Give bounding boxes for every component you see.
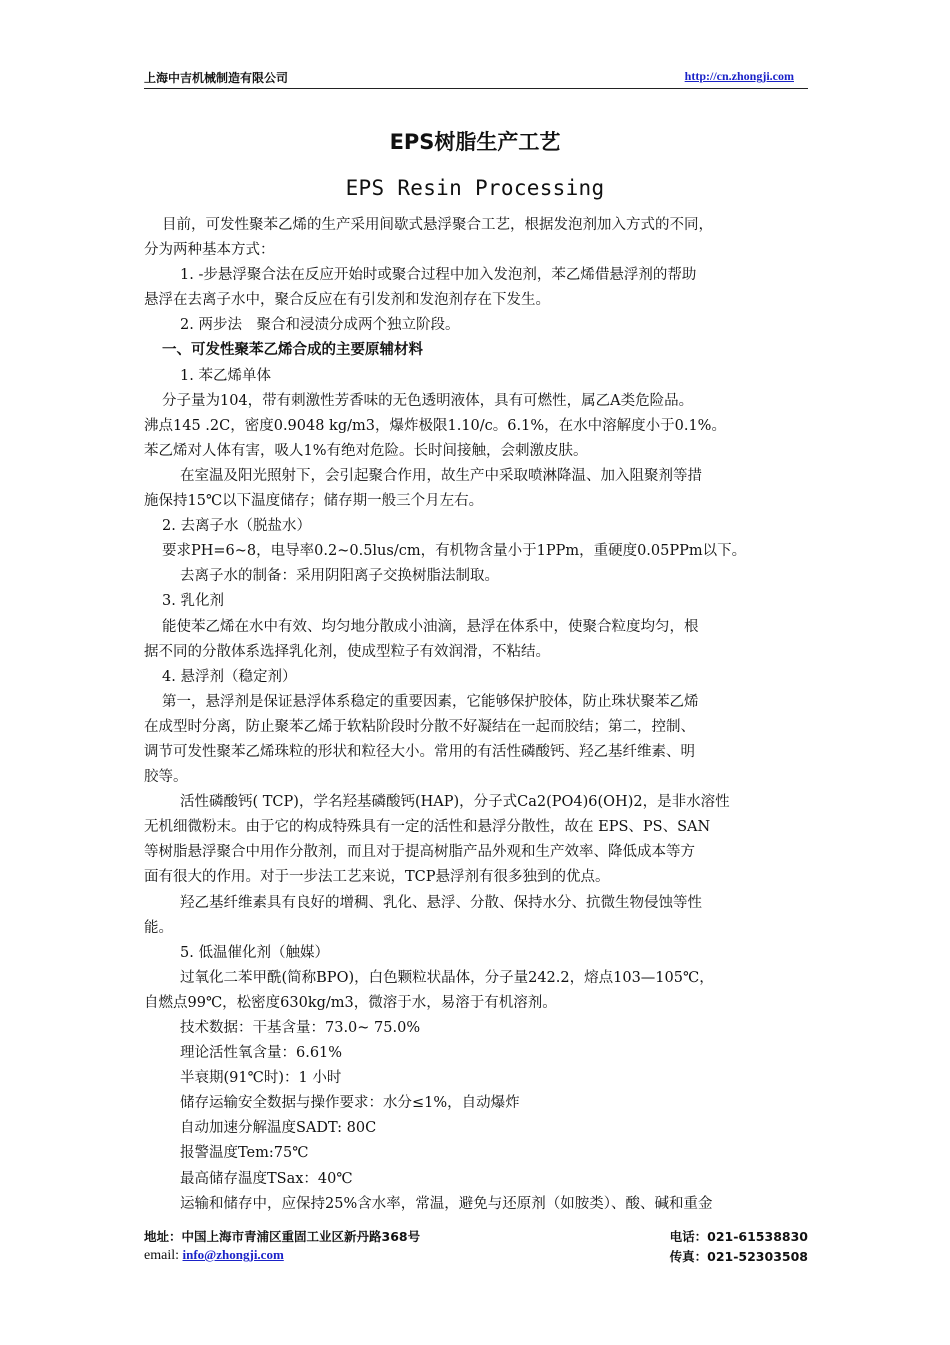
text-line: 过氧化二苯甲酰(简称BPO)，白色颗粒状晶体，分子量242.2，熔点103—105℃， [180, 969, 714, 986]
text-line: 3. 乳化剂 [162, 593, 224, 610]
text-line: 无机细微粉末。由于它的构成特殊具有一定的活性和悬浮分散性，故在 EPS、PS、SAN [144, 819, 711, 836]
text-line: 5. 低温催化剂（触媒） [180, 944, 329, 961]
text-line: 去离子水的制备：采用阴阳离子交换树脂法制取。 [180, 568, 499, 585]
company-name: 上海中吉机械制造有限公司 [144, 71, 289, 85]
text-line: 沸点145 .2C，密度0.9048 kg/m3，爆炸极限1.10/c。6.1%，在水中溶解度小于0.1%。 [144, 417, 726, 434]
text-line: 羟乙基纤维素具有良好的增稠、乳化、悬浮、分散、保持水分、抗微生物侵蚀等性 [180, 894, 702, 911]
text-line: 调节可发性聚苯乙烯珠粒的形状和粒径大小。常用的有活性磷酸钙、羟乙基纤维素、明 [144, 743, 695, 760]
text-line: 据不同的分散体系选择乳化剂，使成型粒子有效润滑，不粘结。 [144, 643, 550, 660]
email-label: email: [144, 1248, 179, 1263]
text-line: 理论活性氧含量：6.61% [180, 1045, 343, 1062]
text-line: 在室温及阳光照射下，会引起聚合作用，故生产中采取喷淋降温、加入阻聚剂等措 [180, 467, 702, 484]
text-line: 在成型时分离，防止聚苯乙烯于软粘阶段时分散不好凝结在一起而胶结；第二，控制、 [144, 718, 695, 735]
page-header [144, 66, 808, 89]
website-link[interactable]: http://cn.zhongji.com [684, 69, 794, 83]
footer-fax: 传真：021-52303508 [669, 1249, 808, 1264]
text-line: 等树脂悬浮聚合中用作分散剂，而且对于提高树脂产品外观和生产效率、降低成本等方 [144, 844, 695, 861]
text-line: 目前，可发性聚苯乙烯的生产采用间歇式悬浮聚合工艺，根据发泡剂加入方式的不同， [162, 217, 713, 233]
text-line: 2. 去离子水（脱盐水） [162, 518, 311, 535]
text-line: 1. 苯乙烯单体 [180, 367, 271, 384]
document-title: EPS树脂生产工艺 [389, 130, 561, 154]
footer-address: 地址：中国上海市青浦区重固工业区新丹路368号 [144, 1229, 421, 1244]
text-line: 4. 悬浮剂（稳定剂） [162, 668, 297, 685]
text-line: 苯乙烯对人体有害，吸人1%有绝对危险。长时间接触，会刺激皮肤。 [144, 442, 588, 459]
email-link[interactable]: info@zhongji.com [182, 1247, 284, 1262]
text-line: 自燃点99℃，松密度630kg/m3，微溶于水，易溶于有机溶剂。 [144, 994, 557, 1011]
text-line: 报警温度Tem:75℃ [180, 1145, 309, 1162]
text-line: 悬浮在去离子水中，聚合反应在有引发剂和发泡剂存在下发生。 [144, 292, 550, 309]
text-line: 要求PH=6~8，电导率0.2~0.5lus/cm，有机物含量小于1PPm，重硬度0.05PPm以下。 [162, 543, 747, 560]
text-line: 分子量为104，带有刺激性芳香味的无色透明液体，具有可燃性，属乙A类危险品。 [162, 392, 694, 409]
text-line: 最高储存温度TSax：40℃ [180, 1170, 353, 1187]
text-line: 技术数据：干基含量：73.0~ 75.0% [180, 1020, 421, 1036]
document-subtitle: EPS Resin Processing [345, 176, 605, 200]
document-body [144, 213, 808, 1217]
text-line: 施保持15℃以下温度储存；储存期一般三个月左右。 [144, 493, 484, 510]
text-line: 面有很大的作用。对于一步法工艺来说，TCP悬浮剂有很多独到的优点。 [144, 869, 610, 886]
text-line: 能使苯乙烯在水中有效、均匀地分散成小油滴，悬浮在体系中，使聚合粒度均匀，根 [162, 618, 699, 635]
text-line: 2. 两步法 聚合和浸渍分成两个独立阶段。 [180, 317, 460, 334]
text-line: 自动加速分解温度SADT: 80C [180, 1120, 377, 1137]
text-line: 分为两种基本方式： [144, 242, 275, 259]
text-line: 能。 [144, 919, 173, 936]
text-line: 1. -步悬浮聚合法在反应开始时或聚合过程中加入发泡剂，苯乙烯借悬浮剂的帮助 [180, 267, 697, 284]
footer-email-row [144, 1247, 284, 1264]
text-line: 储存运输安全数据与操作要求：水分≤1%，自动爆炸 [180, 1095, 520, 1112]
text-line: 运输和储存中，应保持25%含水率，常温，避免与还原剂（如胺类）、酸、碱和重金 [180, 1195, 713, 1212]
text-line: 第一，悬浮剂是保证悬浮体系稳定的重要因素，它能够保护胶体，防止珠状聚苯乙烯 [162, 693, 699, 710]
text-line: 胶等。 [144, 769, 188, 786]
section-heading: 一、可发性聚苯乙烯合成的主要原辅材料 [162, 342, 423, 359]
text-line: 半衰期(91℃时)：1 小时 [180, 1070, 342, 1087]
text-line: 活性磷酸钙( TCP)，学名羟基磷酸钙(HAP)，分子式Ca2(PO4)6(OH)2，是非水溶性 [180, 794, 730, 811]
footer-phone: 电话：021-61538830 [669, 1229, 808, 1244]
